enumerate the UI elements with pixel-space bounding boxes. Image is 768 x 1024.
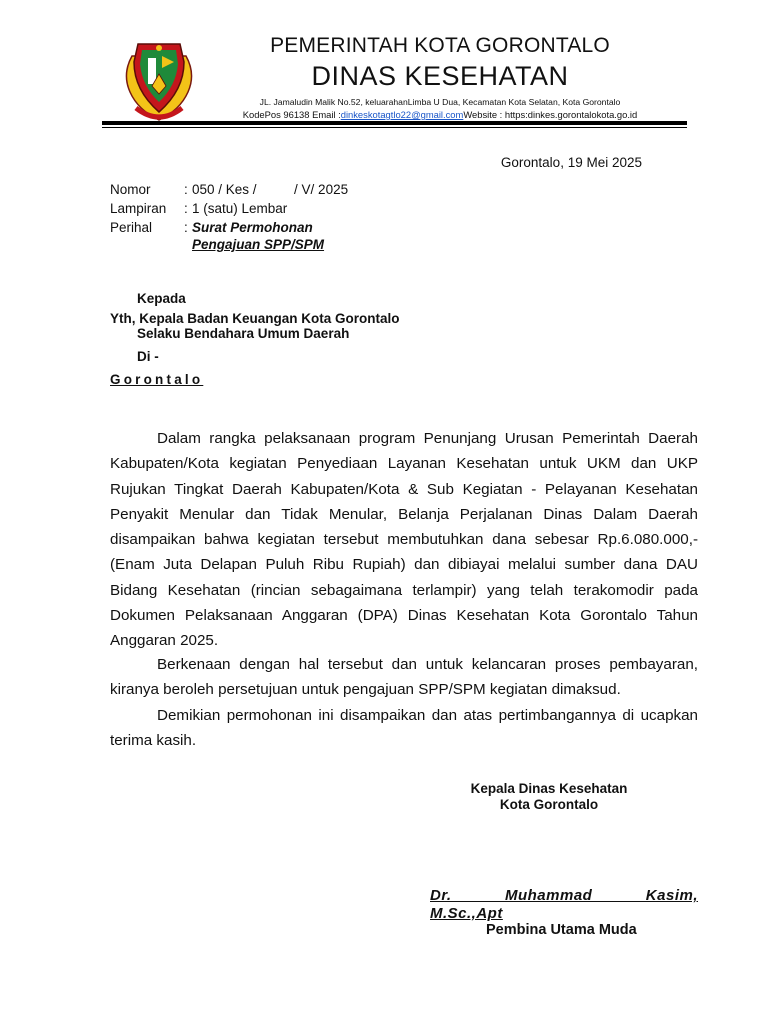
- meta-colon: :: [184, 182, 188, 197]
- signature-city: Kota Gorontalo: [499, 797, 599, 812]
- signature-rank: Pembina Utama Muda: [486, 922, 637, 938]
- meta-label-nomor: Nomor: [110, 182, 151, 197]
- meta-colon: :: [184, 201, 188, 216]
- body-paragraph-1: Dalam rangka pelaksanaan program Penunjang Urusan Pemerintah Daerah Kabupaten/Kota kegiatan Penyediaan Layanan Kesehatan untuk UKM dan UKP Rujukan Tingkat Daerah Kabupaten/Kota & Sub Kegiatan - Pelayanan Kesehatan Penyakit Menular dan Tidak Menular, Belanja Perjalanan Dinas Dalam Daerah disampaikan bahwa kegiatan tersebut membutuhkan dana sebesar Rp.6.080.000,- (Enam Juta Delapan Puluh Ribu Rupiah) dan dibiayai melalui sumber dana DAU Bidang Kesehatan (rincian sebagaimana terlampir) yang telah terakomodir pada Dokumen Pelaksanaan Anggaran (DPA) Dinas Kesehatan Kota Gorontalo Tahun Anggaran 2025.: [110, 430, 698, 650]
- header-rule-thin: [102, 127, 687, 128]
- body-paragraph-2: Berkenaan dengan hal tersebut dan untuk kelancaran proses pembayaran, kiranya beroleh persetujuan untuk pengajuan SPP/SPM kegiatan dimaksud.: [110, 656, 698, 699]
- header-address: JL. Jamaludin Malik No.52, keluarahanLimba U Dua, Kecamatan Kota Selatan, Kota Gorontalo: [259, 97, 621, 107]
- meta-value-perihal-2: Pengajuan SPP/SPM: [192, 237, 325, 252]
- contact-prefix: KodePos 96138 Email :: [242, 109, 341, 120]
- meta-label-perihal: Perihal: [110, 220, 153, 235]
- recipient-to: Kepada: [137, 291, 186, 306]
- email-link[interactable]: dinkeskotagtlo22@gmail.com: [340, 109, 464, 120]
- header-contact: [205, 109, 675, 120]
- recipient-line1: Yth, Kepala Badan Keuangan Kota Gorontalo: [110, 311, 400, 326]
- website-text: Website : https:dinkes.gorontalokota.go.id: [463, 109, 638, 120]
- meta-colon: :: [184, 220, 188, 235]
- recipient-line3: Di -: [137, 349, 159, 364]
- meta-value-lampiran: 1 (satu) Lembar: [192, 201, 288, 216]
- signature-name-line1: Dr. Muhammad Kasim,: [430, 887, 698, 904]
- meta-value-perihal: Surat Permohonan: [192, 220, 313, 235]
- city-emblem-logo: [118, 34, 200, 124]
- place-date: Gorontalo, 19 Mei 2025: [500, 155, 642, 170]
- meta-value-nomor: 050 / Kes / / V/ 2025: [192, 182, 349, 197]
- meta-label-lampiran: Lampiran: [110, 201, 167, 216]
- header-department: DINAS KESEHATAN: [311, 61, 569, 91]
- recipient-line2: Selaku Bendahara Umum Daerah: [137, 326, 350, 341]
- header-government: PEMERINTAH KOTA GORONTALO: [270, 34, 610, 57]
- recipient-city: Gorontalo: [110, 372, 204, 387]
- signature-title: Kepala Dinas Kesehatan: [470, 781, 628, 796]
- signature-name-line2: M.Sc.,Apt: [430, 905, 503, 922]
- body-paragraph-3: Demikian permohonan ini disampaikan dan atas pertimbangannya di ucapkan terima kasih.: [110, 707, 698, 750]
- header-rule-thick: [102, 121, 687, 125]
